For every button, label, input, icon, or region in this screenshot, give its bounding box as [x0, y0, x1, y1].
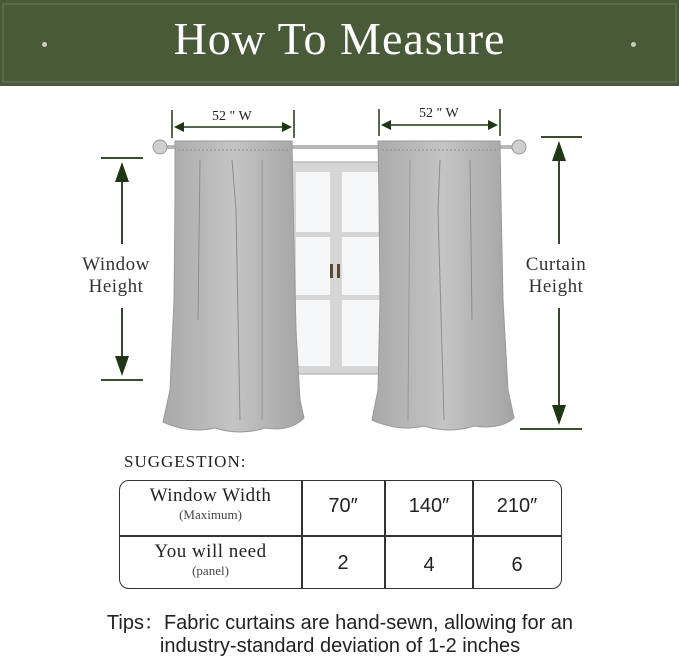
window-height-line2: Height — [88, 276, 144, 297]
panel-cell: 4 — [423, 554, 435, 576]
right-curtain — [372, 141, 514, 430]
window — [292, 162, 384, 374]
width-cell: 140″ — [408, 495, 450, 517]
page-title: How To Measure — [173, 13, 506, 64]
tips-line2: industry-standard deviation of 1-2 inches — [159, 635, 521, 657]
row-label-width — [120, 485, 301, 523]
panel-cell: 2 — [337, 552, 349, 574]
window-height-line1: Window — [82, 254, 150, 275]
row-label-panels — [120, 541, 301, 579]
left-width-label: 52 " W — [212, 109, 252, 124]
curtain-height-label — [510, 254, 602, 298]
right-width-label: 52 " W — [419, 106, 459, 121]
left-curtain — [163, 141, 304, 432]
panel-cell: 6 — [511, 554, 523, 576]
width-cell: 70″ — [328, 495, 358, 517]
suggestion-table — [119, 480, 562, 589]
table-row-divider — [120, 535, 561, 537]
window-width-heading: Window Width — [149, 485, 272, 506]
tips-line1: Tips：Fabric curtains are hand-sewn, allowing for an — [106, 612, 574, 634]
panels-heading: You will need — [154, 541, 267, 562]
tips-text — [40, 612, 640, 658]
panels-sub: (panel) — [192, 563, 229, 578]
curtain-height-line2: Height — [528, 276, 584, 297]
curtain-height-line1: Curtain — [525, 254, 587, 275]
window-height-label — [70, 254, 162, 298]
title-banner — [0, 0, 679, 86]
width-cell: 210″ — [496, 495, 538, 517]
suggestion-heading: SUGGESTION: — [124, 452, 247, 471]
window-width-sub: (Maximum) — [179, 507, 242, 522]
